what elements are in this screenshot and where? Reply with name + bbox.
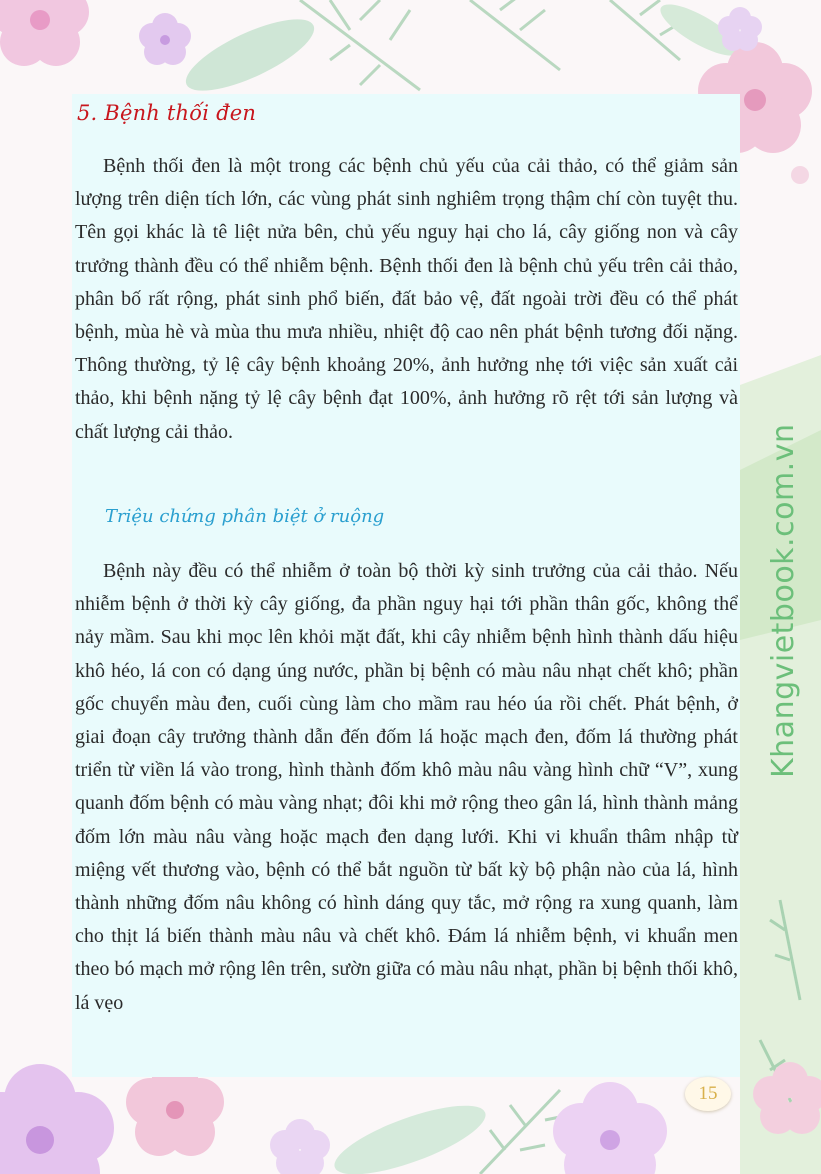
section-heading: 5. Bệnh thối đen xyxy=(77,101,257,125)
body-paragraph-2: Bệnh này đều có thể nhiễm ở toàn bộ thời kỳ sinh trưởng của cải thảo. Nếu nhiễm bệnh ở thời kỳ cây giống, đa phần nguy hại tới phần thân gốc, không thể nảy mầm. Sau khi mọc lên khỏi mặt đất, khi cây nhiễm bệnh hình thành dấu hiệu khô héo, lá con có dạng úng nước, phần bị bệnh có màu nâu nhạt chết khô; phần gốc chuyển màu đen, cuối cùng làm cho mầm rau héo úa rồi chết. Phát bệnh, ở giai đoạn cây trưởng thành dẫn đến đốm lá hoặc mạch đen, đốm lá thường phát triển từ viền lá vào trong, hình thành đốm khô màu nâu vàng hình chữ “V”, xung quanh đốm bệnh có màu vàng nhạt; đôi khi mở rộng theo gân lá, hình thành mảng đốm lớn màu nâu vàng hoặc mạch đen dạng lưới. Khi vi khuẩn thâm nhập từ miệng vết thương vào, bệnh có thể bắt nguồn từ bất kỳ bộ phận nào của lá, hình thành những đốm nâu không có hình dáng quy tắc, mở rộng ra xung quanh, làm cho thịt lá biến thành màu nâu và chết khô. Đám lá nhiễm bệnh, vi khuẩn men theo bó mạch mở rộng lên trên, sườn giữa có màu nâu nhạt, phần bị bệnh thối khô, lá vẹo xyxy=(75,560,738,1014)
page-number: 15 xyxy=(685,1077,731,1111)
body-paragraph-1: Bệnh thối đen là một trong các bệnh chủ yếu của cải thảo, có thể giảm sản lượng trên diện tích lớn, các vùng phát sinh nghiêm trọng thậm chí còn tuyệt thu. Tên gọi khác là tê liệt nửa bên, chủ yếu nguy hại cho lá, cây giống non và cây trưởng thành đều có thể nhiễm bệnh. Bệnh thối đen là bệnh chủ yếu trên cải thảo, phân bố rất rộng, phát sinh phổ biến, đất bảo vệ, đất ngoài trời đều có thể phát bệnh, mùa hè và mùa thu mưa nhiều, nhiệt độ cao nên phát bệnh tương đối nặng. Thông thường, tỷ lệ cây bệnh khoảng 20%, ảnh hưởng nhẹ tới việc sản xuất cải thảo, khi bệnh nặng tỷ lệ cây bệnh đạt 100%, ảnh hưởng rõ rệt tới sản lượng và chất lượng cải thảo. xyxy=(75,155,738,443)
publisher-watermark: Khangvietbook.com.vn xyxy=(766,423,801,778)
section-subheading: Triệu chứng phân biệt ở ruộng xyxy=(105,506,385,527)
